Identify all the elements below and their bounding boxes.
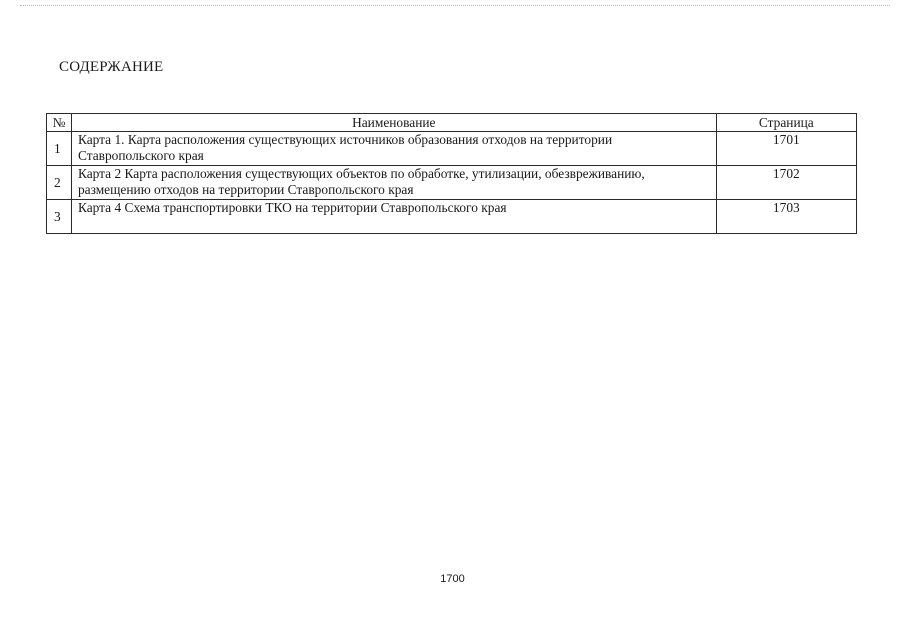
row-number: 3	[47, 200, 72, 234]
header-page: Страница	[716, 114, 856, 132]
scan-edge-artifact	[20, 5, 890, 6]
header-name: Наименование	[71, 114, 716, 132]
row-page: 1702	[716, 166, 856, 200]
row-name: Карта 1. Карта расположения существующих источников образования отходов на территории Ставропольского края	[71, 132, 716, 166]
page-number: 1700	[440, 573, 465, 585]
row-page: 1703	[716, 200, 856, 234]
header-number: №	[47, 114, 72, 132]
table-row	[47, 200, 857, 234]
table-row	[47, 132, 857, 166]
row-page: 1701	[716, 132, 856, 166]
table-header-row	[47, 114, 857, 132]
row-name: Карта 2 Карта расположения существующих объектов по обработке, утилизации, обезвреживанию, размещению отходов на территории Ставропольского края	[71, 166, 716, 200]
page-title: СОДЕРЖАНИЕ	[59, 59, 164, 75]
row-number: 2	[47, 166, 72, 200]
contents-table	[46, 113, 857, 234]
row-name: Карта 4 Схема транспортировки ТКО на территории Ставропольского края	[71, 200, 716, 234]
row-number: 1	[47, 132, 72, 166]
table-row	[47, 166, 857, 200]
